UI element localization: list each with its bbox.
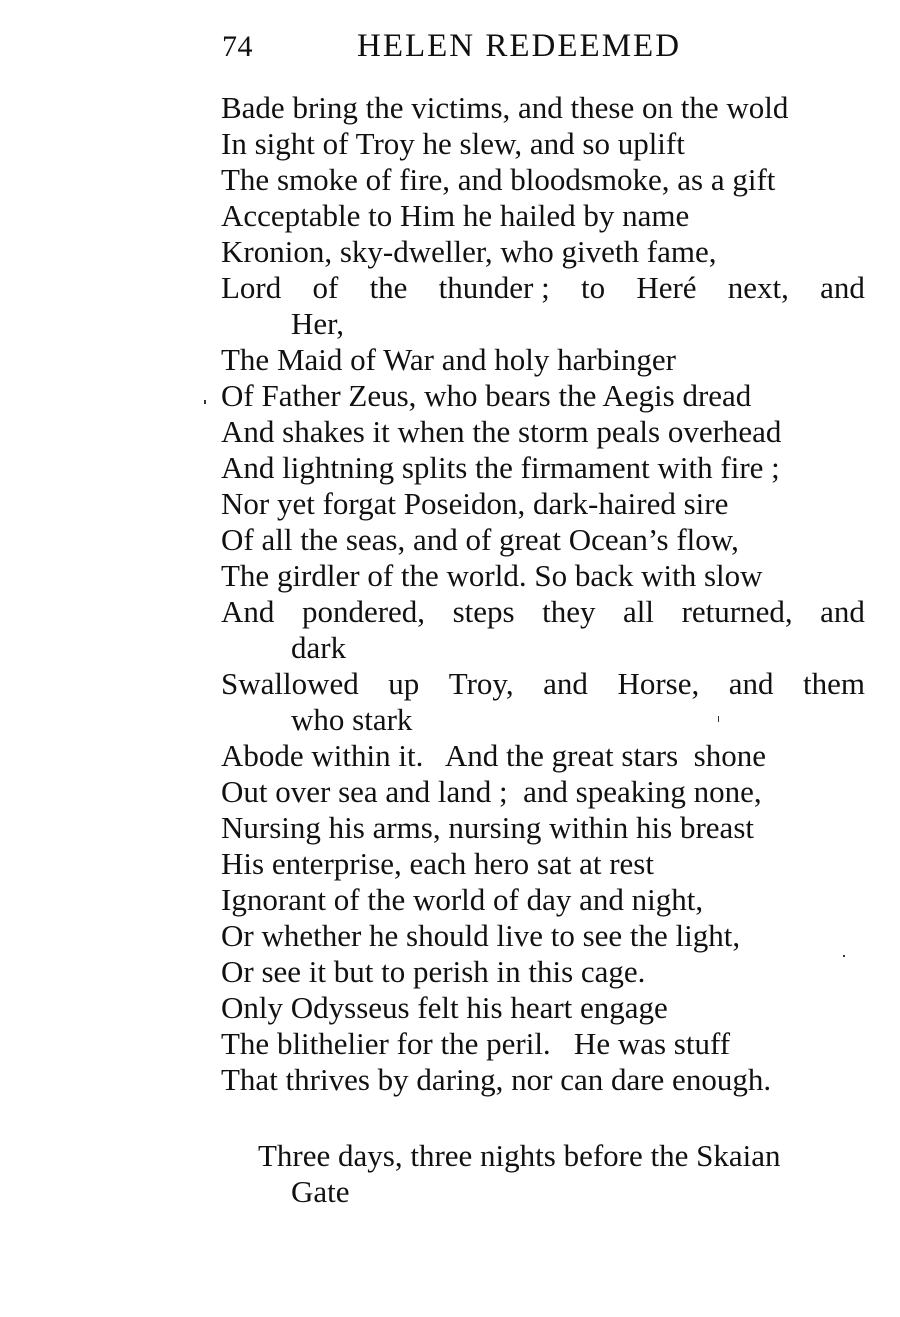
verse-line: And shakes it when the storm peals overhead xyxy=(221,414,782,449)
verse-word: and xyxy=(543,666,588,701)
print-speck xyxy=(204,400,206,404)
verse-line: Out over sea and land ; and speaking none, xyxy=(221,774,762,809)
verse-word: And xyxy=(221,594,275,629)
verse-line: The smoke of fire, and bloodsmoke, as a gift xyxy=(221,162,776,197)
verse-word: and xyxy=(820,270,865,305)
verse-word: all xyxy=(623,594,655,629)
verse-line: Only Odysseus felt his heart engage xyxy=(221,990,668,1025)
verse-line: Of all the seas, and of great Ocean’s flow, xyxy=(221,522,739,557)
verse-word: the xyxy=(369,270,408,305)
verse-line: And lightning splits the firmament with fire ; xyxy=(221,450,780,485)
verse-continuation: dark xyxy=(291,630,347,665)
verse-word: to xyxy=(580,270,606,305)
poem-body xyxy=(221,90,865,1098)
verse-word: steps xyxy=(452,594,515,629)
page-number: 74 xyxy=(222,30,253,63)
verse-continuation: Her, xyxy=(291,306,344,341)
print-speck xyxy=(718,716,719,722)
verse-line: Or whether he should live to see the light, xyxy=(221,918,741,953)
verse-line: Of Father Zeus, who bears the Aegis dread xyxy=(221,378,752,413)
verse-word: Horse, xyxy=(617,666,700,701)
verse-line: In sight of Troy he slew, and so uplift xyxy=(221,126,685,161)
verse-line: Bade bring the victims, and these on the wold xyxy=(221,90,789,125)
verse-line: The blithelier for the peril. He was stuff xyxy=(221,1026,731,1061)
verse-word: up xyxy=(388,666,420,701)
verse-word: they xyxy=(542,594,596,629)
verse-line: That thrives by daring, nor can dare enough. xyxy=(221,1062,772,1097)
verse-line: Nursing his arms, nursing within his breast xyxy=(221,810,754,845)
verse-word: returned, xyxy=(681,594,793,629)
verse-word: and xyxy=(728,666,774,701)
verse-line: Or see it but to perish in this cage. xyxy=(221,954,646,989)
verse-word: Troy, xyxy=(448,666,514,701)
verse-line: Three days, three nights before the Skaian xyxy=(258,1138,781,1173)
verse-word: thunder ; xyxy=(438,270,550,305)
verse-line: Acceptable to Him he hailed by name xyxy=(221,198,690,233)
verse-line: Nor yet forgat Poseidon, dark-haired sire xyxy=(221,486,729,521)
verse-word: and xyxy=(820,594,865,629)
verse-word: Swallowed xyxy=(221,666,359,701)
verse-line: Kronion, sky-dweller, who giveth fame, xyxy=(221,234,717,269)
verse-word: Heré xyxy=(636,270,697,305)
verse-line-justified xyxy=(221,666,865,702)
verse-line: Ignorant of the world of day and night, xyxy=(221,882,704,917)
verse-word: them xyxy=(803,666,865,701)
verse-line: Abode within it. And the great stars shone xyxy=(221,738,766,773)
verse-line: The Maid of War and holy harbinger xyxy=(221,342,676,377)
verse-word: Lord xyxy=(221,270,282,305)
verse-word: of xyxy=(312,270,339,305)
print-speck xyxy=(843,955,845,957)
verse-line: His enterprise, each hero sat at rest xyxy=(221,846,654,881)
verse-line-justified xyxy=(221,594,865,630)
second-stanza xyxy=(258,1138,865,1210)
running-title: HELEN REDEEMED xyxy=(357,28,682,64)
verse-continuation: Gate xyxy=(291,1174,350,1209)
verse-word: next, xyxy=(727,270,789,305)
verse-line-justified xyxy=(221,270,865,306)
verse-continuation: who stark xyxy=(291,702,413,737)
verse-word: pondered, xyxy=(301,594,426,629)
verse-line: The girdler of the world. So back with slow xyxy=(221,558,763,593)
